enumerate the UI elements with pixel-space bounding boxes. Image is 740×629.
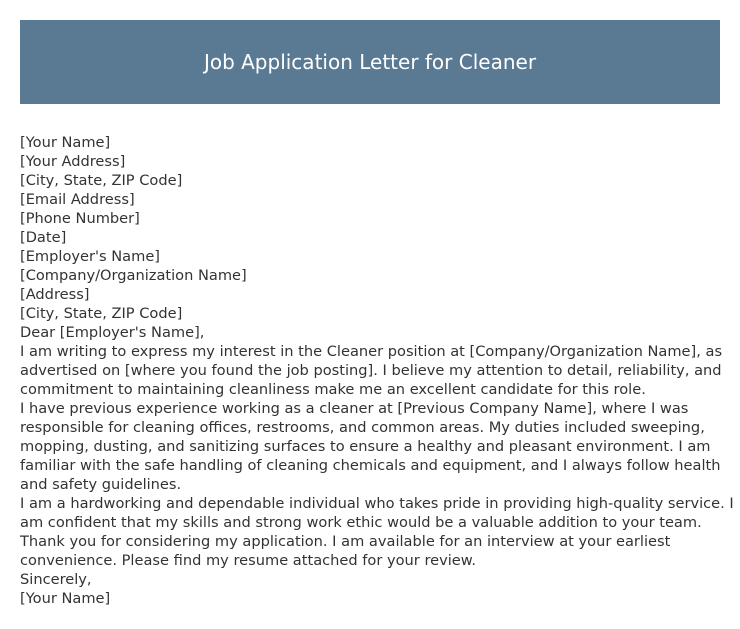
header-banner xyxy=(20,20,720,104)
sender-name: [Your Name] xyxy=(20,134,111,151)
employer-name: [Employer's Name] xyxy=(20,248,160,265)
paragraph-line: mopping, dusting, and sanitizing surfaces to ensure a healthy and pleasant environment. I am xyxy=(20,438,711,455)
paragraph-line: convenience. Please find my resume attached for your review. xyxy=(20,552,477,569)
paragraph-line: I am writing to express my interest in the Cleaner position at [Company/Organization Name], as xyxy=(20,343,723,360)
paragraph-line: Thank you for considering my application. I am available for an interview at your earliest xyxy=(20,533,671,550)
paragraph-experience xyxy=(20,399,720,494)
letter-body xyxy=(20,133,734,608)
paragraph-line: I have previous experience working as a cleaner at [Previous Company Name], where I was xyxy=(20,400,689,417)
company-name: [Company/Organization Name] xyxy=(20,267,247,284)
page-title: Job Application Letter for Cleaner xyxy=(203,50,537,74)
paragraph-line: and safety guidelines. xyxy=(20,476,182,493)
company-city-state-zip: [City, State, ZIP Code] xyxy=(20,305,183,322)
paragraph-line: responsible for cleaning offices, restrooms, and common areas. My duties included sweeping, xyxy=(20,419,705,436)
paragraph-line: I am a hardworking and dependable individual who takes pride in providing high-quality service. I xyxy=(20,495,734,512)
sender-phone: [Phone Number] xyxy=(20,210,140,227)
company-address: [Address] xyxy=(20,286,90,303)
paragraph-line: am confident that my skills and strong work ethic would be a valuable addition to your team. xyxy=(20,514,702,531)
sender-email: [Email Address] xyxy=(20,191,135,208)
salutation: Dear [Employer's Name], xyxy=(20,324,205,341)
letter-date: [Date] xyxy=(20,229,67,246)
paragraph-interest xyxy=(20,342,723,399)
paragraph-line: advertised on [where you found the job posting]. I believe my attention to detail, reliability, and xyxy=(20,362,722,379)
sender-city-state-zip: [City, State, ZIP Code] xyxy=(20,172,183,189)
signature-name: [Your Name] xyxy=(20,590,111,607)
closing: Sincerely, xyxy=(20,571,92,588)
sender-address: [Your Address] xyxy=(20,153,126,170)
paragraph-line: commitment to maintaining cleanliness make me an excellent candidate for this role. xyxy=(20,381,646,398)
paragraph-qualities xyxy=(20,494,734,532)
paragraph-line: familiar with the safe handling of cleaning chemicals and equipment, and I always follow health xyxy=(20,457,721,474)
paragraph-thanks xyxy=(20,532,720,570)
